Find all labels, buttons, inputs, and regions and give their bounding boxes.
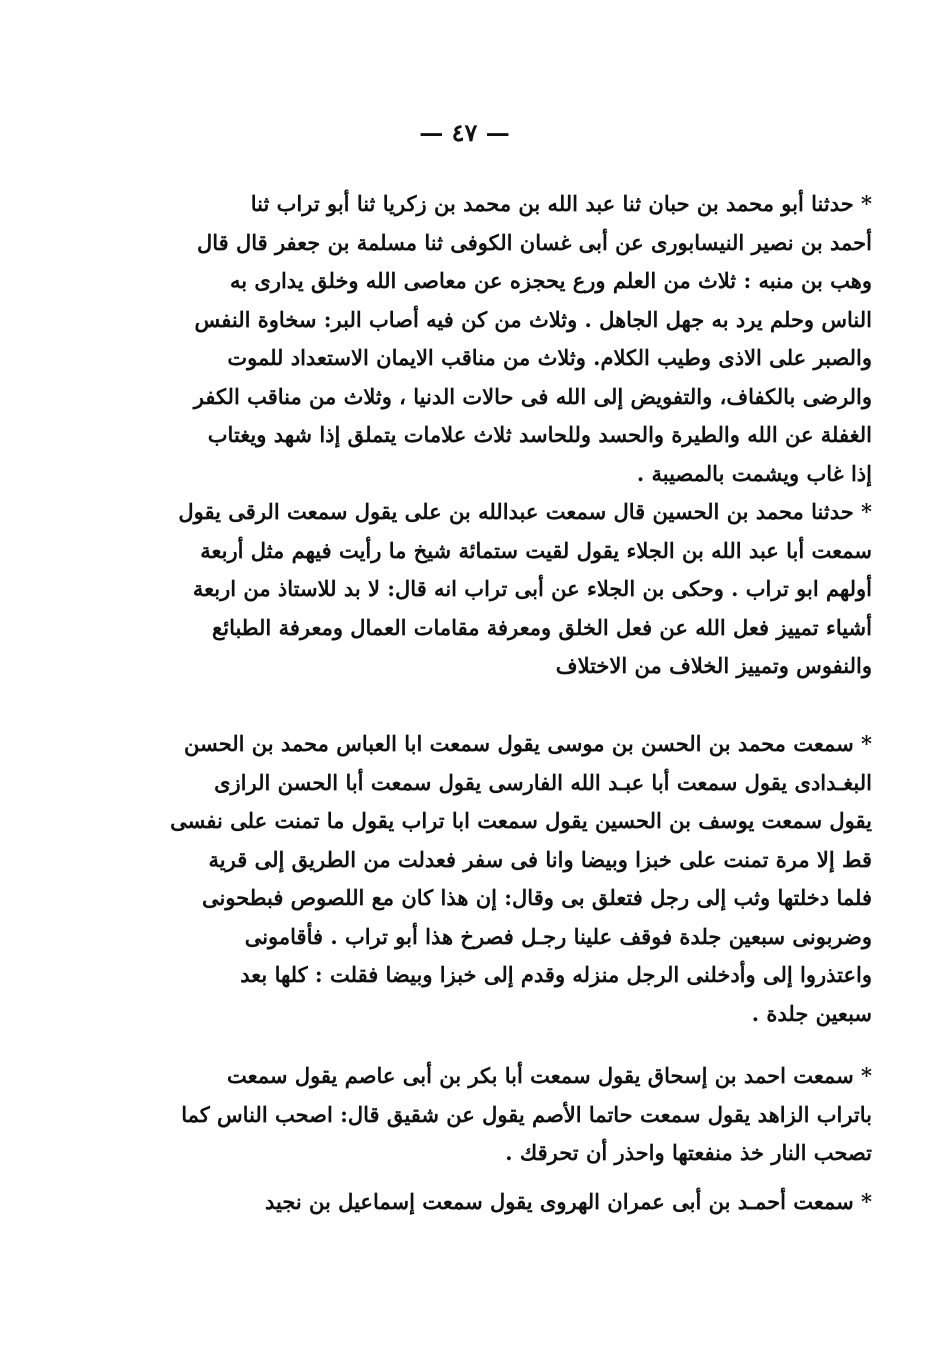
text-line: والرضى بالكفاف، والتفويض إلى الله فى حالات الدنيا ، وثلاث من مناقب الكفر [193, 383, 872, 409]
text-line: أحمد بن نصير النيسابورى عن أبى غسان الكوفى ثنا مسلمة بن جعفر قال قال [196, 229, 872, 255]
paragraph-5 [52, 1183, 872, 1222]
text-line: وهب بن منبه : ثلاث من العلم ورع يحجزه عن معاصى الله وخلق يدارى به [229, 268, 872, 293]
text-line: تصحب النار خذ منفعتها واحذر أن تحرقك . [505, 1140, 872, 1165]
paragraph-3 [52, 725, 872, 1033]
paragraph-4 [52, 1057, 872, 1173]
text-line: فلما دخلتها وثب إلى رجل فتعلق بى وقال: إن هذا كان مع اللصوص فبطحونى [202, 885, 872, 910]
text-line: * حدثنا أبو محمد بن حبان ثنا عبد الله بن محمد بن زكريا ثنا أبو تراب ثنا [250, 191, 872, 216]
text-line: * حدثنا محمد بن الحسين قال سمعت عبدالله بن على يقول سمعت الرقى يقول [178, 499, 872, 524]
page-number: — ٤٧ — [419, 118, 510, 147]
text-line: سمعت أبا عبد الله بن الجلاء يقول لقيت ستمائة شيخ ما رأيت فيهم مثل أربعة [200, 537, 872, 563]
text-line: وضربونى سبعين جلدة فوقف علينا رجـل فصرخ هذا أبو تراب . فأقامونى [244, 923, 872, 949]
text-line: أشياء تمييز فعل الله عن فعل الخلق ومعرفة مقامات العمال ومعرفة الطبائع [212, 614, 872, 640]
paragraph-1 [52, 185, 872, 493]
text-line: البغـدادى يقول سمعت أبا عبـد الله الفارسى يقول سمعت أبا الحسن الرازى [214, 769, 872, 795]
text-line: سبعين جلدة . [751, 1000, 872, 1026]
paragraph-2 [52, 493, 872, 686]
text-line: قط إلا مرة تمنت على خبزا وبيضا وانا فى سفر فعدلت من الطريق إلى قرية [208, 846, 872, 872]
text-line: باتراب الزاهد يقول سمعت حاتما الأصم يقول عن شقيق قال: اصحب الناس كما [181, 1101, 872, 1127]
text-line: الناس وحلم يرد به جهل الجاهل . وثلاث من كن فيه أصاب البر: سخاوة النفس [194, 306, 872, 332]
text-line: الغفلة عن الله والطيرة والحسد وللحاسد ثلاث علامات يتملق إذا شهد ويغتاب [207, 422, 872, 447]
text-line: * سمعت محمد بن الحسن بن موسى يقول سمعت ابا العباس محمد بن الحسن [183, 731, 872, 756]
text-line: يقول سمعت يوسف بن الحسين يقول سمعت ابا تراب يقول ما تمنت على نفسى [170, 808, 872, 833]
text-line: * سمعت أحمـد بن أبى عمران الهروى يقول سمعت إسماعيل بن نجيد [264, 1189, 872, 1214]
text-line: والصبر على الاذى وطيب الكلام. وثلاث من مناقب الايمان الاستعداد للموت [227, 345, 872, 370]
text-line: واعتذروا إلى وأدخلنى الرجل منزله وقدم إلى خبزا وبيضا فقلت : كلها بعد [240, 962, 872, 987]
text-line: أولهم ابو تراب . وحكى بن الجلاء عن أبى تراب انه قال: لا بد للاستاذ من اربعة [192, 576, 872, 601]
text-line: إذا غاب ويشمت بالمصيبة . [636, 460, 872, 486]
text-line: * سمعت احمد بن إسحاق يقول سمعت أبا بكر بن أبى عاصم يقول سمعت [227, 1063, 872, 1088]
text-line: والنفوس وتمييز الخلاف من الاختلاف [555, 653, 872, 678]
